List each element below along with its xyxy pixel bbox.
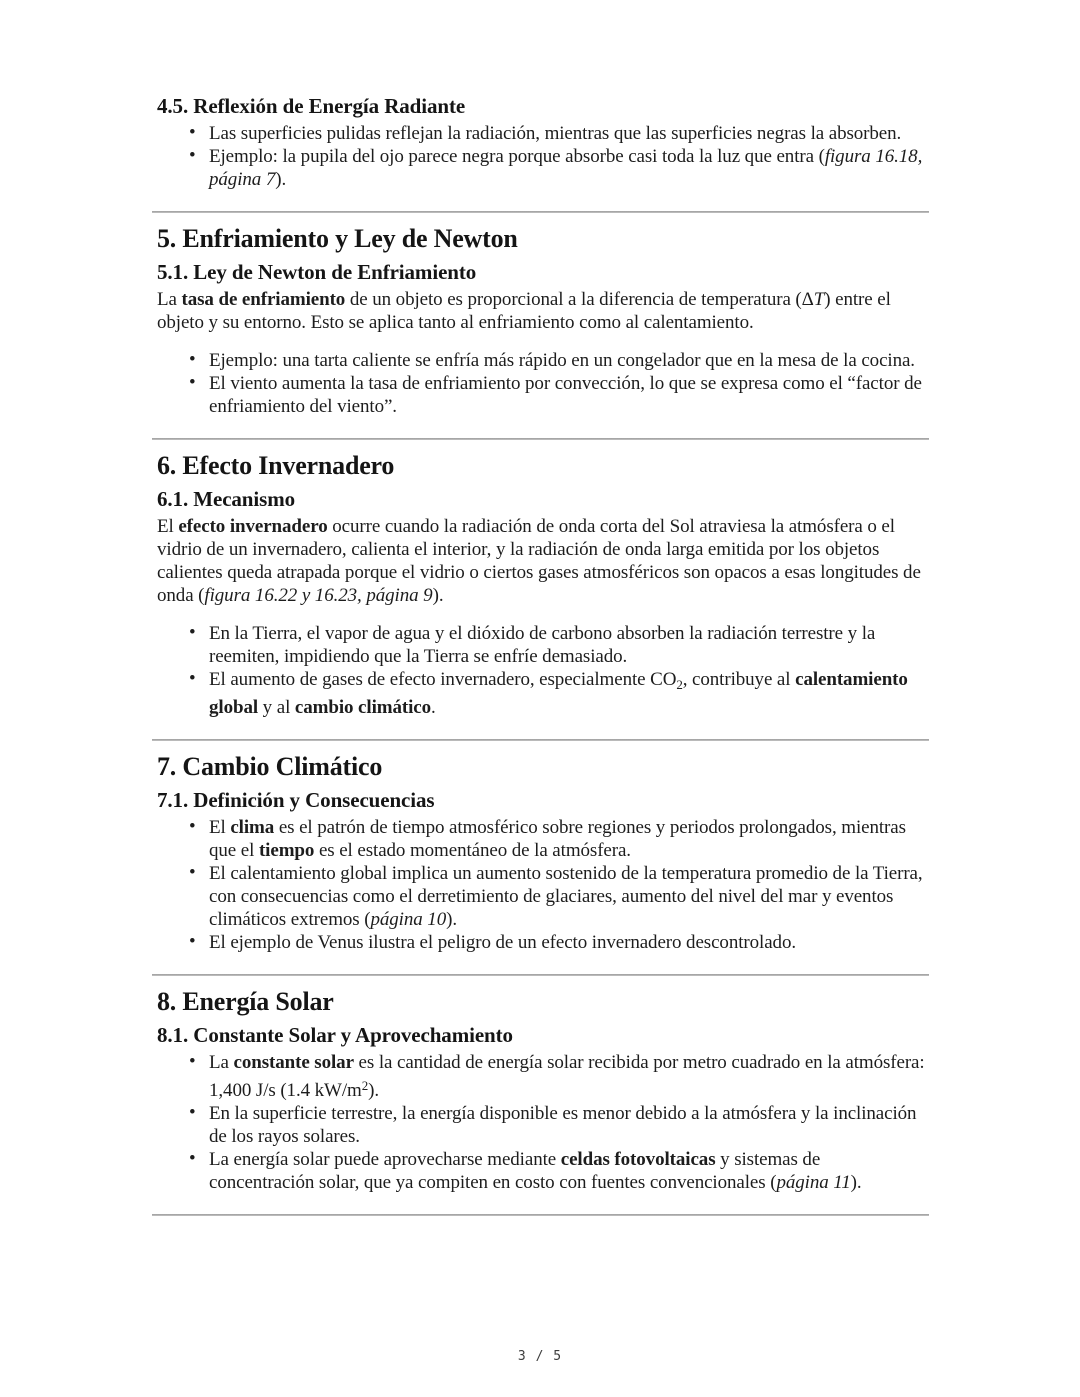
bullet-list — [157, 816, 929, 954]
section-divider — [152, 974, 929, 976]
section-divider — [152, 1214, 929, 1216]
list-item-text: El aumento de gases de efecto invernadero, especialmente $CO_2$, contribuye al calentamiento global y al cambio climático. — [209, 669, 908, 718]
section-heading-6: 6. Efecto Invernadero — [157, 451, 395, 480]
section-energia-solar — [157, 987, 929, 1194]
subsection-heading-8-1: 8.1. Constante Solar y Aprovechamiento — [157, 1023, 513, 1047]
subsection-heading-4-5: 4.5. Reflexión de Energía Radiante — [157, 94, 466, 118]
section-heading-5: 5. Enfriamiento y Ley de Newton — [157, 224, 518, 253]
list-item — [157, 372, 929, 418]
bullet-list — [157, 1051, 929, 1194]
list-item-text: El viento aumenta la tasa de enfriamiento por convección, lo que se expresa como el “factor de enfriamiento del viento”. — [209, 373, 922, 417]
bullet-list — [157, 122, 929, 191]
list-item-text: En la superficie terrestre, la energía disponible es menor debido a la atmósfera y la inclinación de los rayos solares. — [209, 1103, 917, 1147]
list-item-text: Ejemplo: una tarta caliente se enfría más rápido en un congelador que en la mesa de la cocina. — [209, 350, 915, 371]
list-item-text: La energía solar puede aprovecharse mediante celdas fotovoltaicas y sistemas de concentración solar, que ya compiten en costo con fuentes convencionales (página 11). — [209, 1149, 862, 1193]
section-efecto-invernadero — [157, 451, 929, 719]
list-item — [157, 1102, 929, 1148]
body-paragraph: El efecto invernadero ocurre cuando la radiación de onda corta del Sol atraviesa la atmósfera o el vidrio de un invernadero, calienta el interior, y la radiación de onda larga emitida por los objetos calientes queda atrapada porque el vidrio o ciertos gases atmosféricos son opacos a esas longitudes de onda (figura 16.22 y 16.23, página 9). — [157, 516, 921, 606]
section-heading-7: 7. Cambio Climático — [157, 752, 383, 781]
list-item — [157, 122, 929, 145]
list-item — [157, 862, 929, 931]
list-item — [157, 1148, 929, 1194]
subsection-heading-6-1: 6.1. Mecanismo — [157, 487, 295, 511]
list-item — [157, 816, 929, 862]
bullet-list — [157, 349, 929, 418]
list-item-text: La constante solar es la cantidad de energía solar recibida por metro cuadrado en la atmósfera: 1,400 J/s (1.4 $kW/m^2$). — [209, 1052, 925, 1101]
list-item — [157, 668, 929, 719]
page-number-indicator: 3 / 5 — [517, 1349, 563, 1364]
list-item-text: El clima es el patrón de tiempo atmosférico sobre regiones y periodos prolongados, mientras que el tiempo es el estado momentáneo de la atmósfera. — [209, 817, 906, 861]
section-divider — [152, 211, 929, 213]
list-item-text: En la Tierra, el vapor de agua y el dióxido de carbono absorben la radiación terrestre y la reemiten, impidiendo que la Tierra se enfríe demasiado. — [209, 623, 876, 667]
section-divider — [152, 739, 929, 741]
subsection-heading-7-1: 7.1. Definición y Consecuencias — [157, 788, 435, 812]
section-cambio-climatico — [157, 752, 929, 954]
list-item — [157, 931, 929, 954]
list-item-text: El ejemplo de Venus ilustra el peligro de un efecto invernadero descontrolado. — [209, 932, 796, 953]
document-content — [157, 94, 929, 1227]
list-item-text: El calentamiento global implica un aumento sostenido de la temperatura promedio de la Tierra, con consecuencias como el derretimiento de glaciares, aumento del nivel del mar y eventos climáticos extremos (página 10). — [209, 863, 923, 930]
list-item-text: Las superficies pulidas reflejan la radiación, mientras que las superficies negras la absorben. — [209, 123, 902, 144]
bullet-list — [157, 622, 929, 719]
subsection-heading-5-1: 5.1. Ley de Newton de Enfriamiento — [157, 260, 477, 284]
list-item-text: Ejemplo: la pupila del ojo parece negra porque absorbe casi toda la luz que entra (figura 16.18, página 7). — [209, 146, 923, 190]
section-heading-8: 8. Energía Solar — [157, 987, 334, 1016]
body-paragraph: La tasa de enfriamiento de un objeto es proporcional a la diferencia de temperatura (ΔT) entre el objeto y su entorno. Esto se aplica tanto al enfriamiento como al calentamiento. — [157, 289, 891, 333]
section-enfriamiento-ley-newton — [157, 224, 929, 418]
list-item — [157, 622, 929, 668]
list-item — [157, 349, 929, 372]
section-reflexion-energia-radiante — [157, 94, 929, 191]
list-item — [157, 1051, 929, 1102]
list-item — [157, 145, 929, 191]
section-divider — [152, 438, 929, 440]
